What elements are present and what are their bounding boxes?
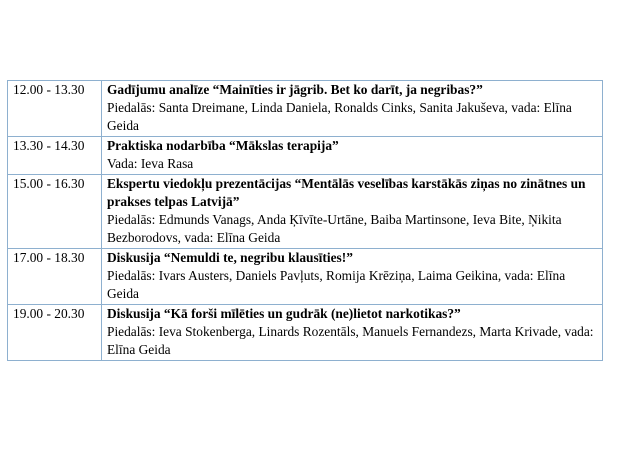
session-cell <box>102 175 603 249</box>
session-title: Diskusija “Kā forši mīlēties un gudrāk (ne)lietot narkotikas?” <box>107 306 461 321</box>
session-title: Praktiska nodarbība “Mākslas terapija” <box>107 138 339 153</box>
table-row <box>8 81 603 137</box>
session-details: Vada: Ieva Rasa <box>107 156 194 171</box>
session-time: 13.30 - 14.30 <box>8 137 102 175</box>
schedule-table <box>7 80 603 361</box>
session-details: Piedalās: Ivars Austers, Daniels Pavļuts, Romija Krēziņa, Laima Geikina, vada: Elīna Geida <box>107 268 566 301</box>
session-details: Piedalās: Santa Dreimane, Linda Daniela, Ronalds Cinks, Sanita Jakuševa, vada: Elīna Geida <box>107 100 572 133</box>
session-time: 12.00 - 13.30 <box>8 81 102 137</box>
session-time: 15.00 - 16.30 <box>8 175 102 249</box>
session-cell <box>102 305 603 361</box>
session-cell <box>102 137 603 175</box>
session-title: Diskusija “Nemuldi te, negribu klausīties!” <box>107 250 353 265</box>
session-details: Piedalās: Ieva Stokenberga, Linards Rozentāls, Manuels Fernandezs, Marta Krivade, vada: Elīna Geida <box>107 324 594 357</box>
session-cell <box>102 249 603 305</box>
session-cell <box>102 81 603 137</box>
session-time: 19.00 - 20.30 <box>8 305 102 361</box>
table-row <box>8 137 603 175</box>
table-row <box>8 305 603 361</box>
table-row <box>8 249 603 305</box>
session-time: 17.00 - 18.30 <box>8 249 102 305</box>
session-title: Gadījumu analīze “Mainīties ir jāgrib. Bet ko darīt, ja negribas?” <box>107 82 483 97</box>
session-details: Piedalās: Edmunds Vanags, Anda Ķīvīte-Urtāne, Baiba Martinsone, Ieva Bite, Ņikita Bezborodovs, vada: Elīna Geida <box>107 212 562 245</box>
table-row <box>8 175 603 249</box>
session-title: Ekspertu viedokļu prezentācijas “Mentālās veselības karstākās ziņas no zinātnes un prakses telpas Latvijā” <box>107 176 586 209</box>
